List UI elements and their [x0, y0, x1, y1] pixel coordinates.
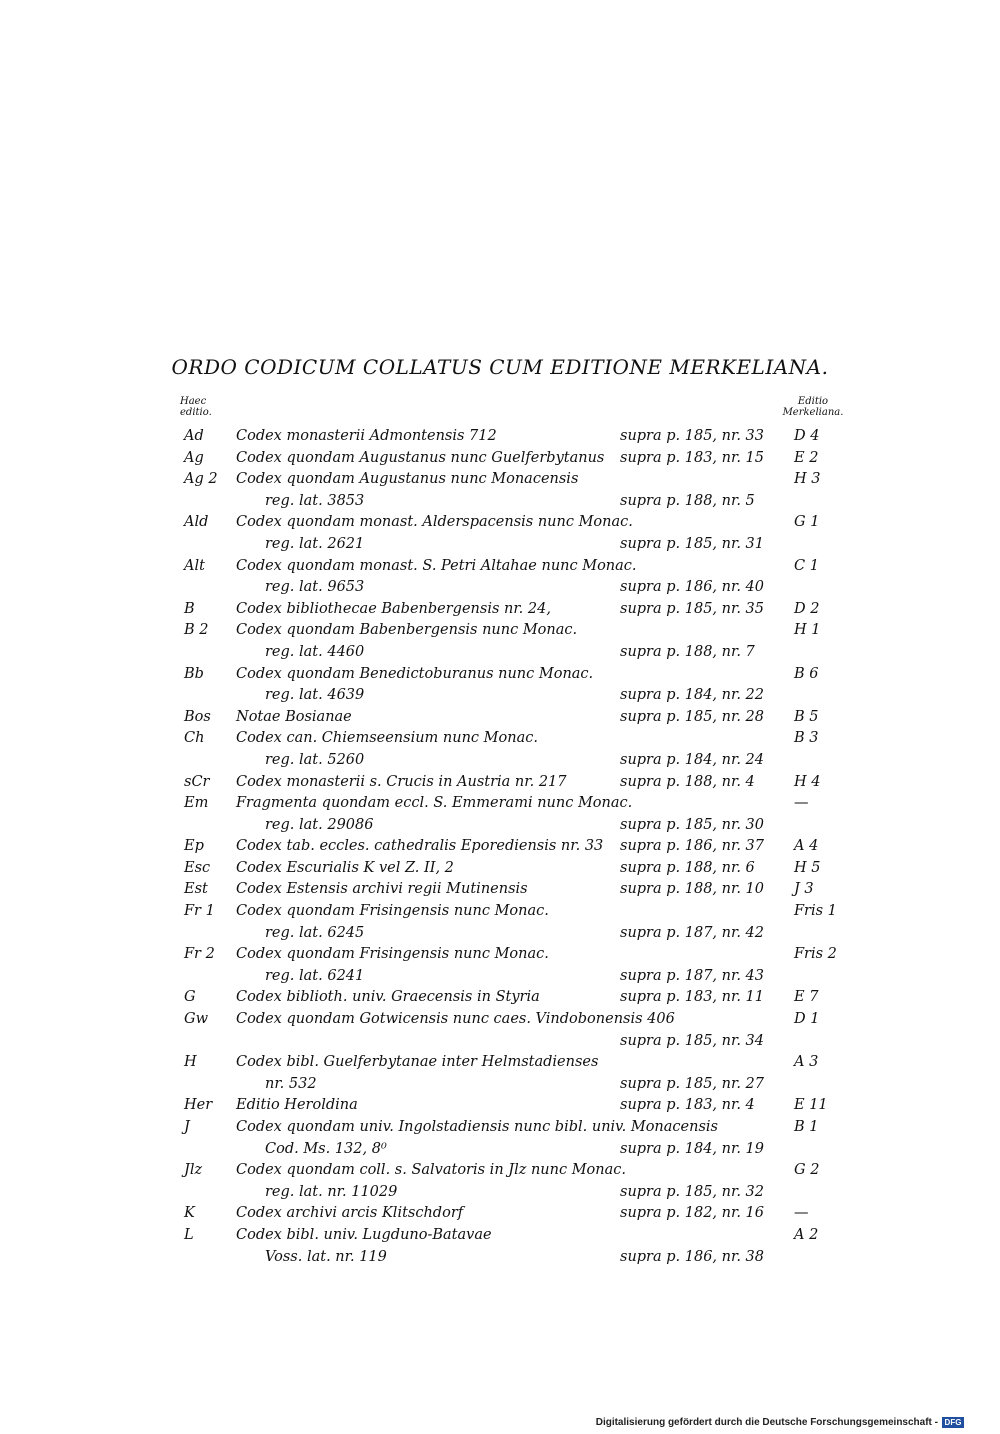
- merkel-siglum: D 2: [794, 600, 820, 617]
- table-row: [0, 1074, 1000, 1096]
- codex-description: nr. 532: [265, 1075, 317, 1092]
- codex-reference: supra p. 186, nr. 37: [620, 838, 764, 855]
- table-row: [0, 793, 1000, 815]
- merkel-siglum: C 1: [794, 557, 819, 574]
- merkel-siglum: J 3: [794, 881, 814, 898]
- codex-siglum: Ag 2: [184, 471, 218, 488]
- codex-description: Codex quondam Augustanus nunc Guelferbytanus: [236, 449, 605, 466]
- table-row: [0, 750, 1000, 772]
- table-row: [0, 1139, 1000, 1161]
- codex-reference: supra p. 185, nr. 31: [620, 535, 764, 552]
- codex-siglum: Fr 1: [184, 903, 215, 920]
- codex-siglum: Ag: [184, 449, 204, 466]
- merkel-siglum: B 1: [794, 1119, 819, 1135]
- codex-description: reg. lat. 4460: [265, 643, 365, 660]
- merkel-siglum: B 5: [794, 708, 819, 725]
- column-header-line: Merkeliana.: [782, 407, 844, 418]
- table-row: [0, 599, 1000, 621]
- merkel-siglum: Fris 1: [794, 903, 837, 920]
- merkel-siglum: B 6: [794, 665, 819, 682]
- codex-siglum: J: [184, 1119, 190, 1135]
- table-row: [0, 642, 1000, 664]
- merkel-siglum: H 3: [794, 471, 821, 488]
- column-header-editio-merkeliana: [778, 396, 848, 418]
- codex-description: reg. lat. 29086: [265, 816, 374, 833]
- table-row: [0, 901, 1000, 923]
- codex-reference: supra p. 185, nr. 33: [620, 428, 764, 444]
- footer-text: Digitalisierung gefördert durch die Deutsche Forschungsgemeinschaft -: [595, 1417, 938, 1428]
- codex-description: Editio Heroldina: [236, 1097, 358, 1114]
- codex-table: [0, 426, 1000, 1268]
- table-row: [0, 1052, 1000, 1074]
- column-header-haec-editio: [180, 396, 212, 418]
- codex-reference: supra p. 188, nr. 4: [620, 773, 755, 790]
- dfg-logo-icon: DFG: [942, 1417, 964, 1428]
- merkel-siglum: E 7: [794, 989, 819, 1006]
- codex-description: Codex biblioth. univ. Graecensis in Styria: [236, 989, 540, 1006]
- codex-siglum: Em: [184, 795, 209, 812]
- codex-description: Codex quondam Babenbergensis nunc Monac.: [236, 622, 578, 639]
- table-row: [0, 836, 1000, 858]
- codex-siglum: L: [184, 1226, 194, 1243]
- table-row: [0, 944, 1000, 966]
- table-row: [0, 1247, 1000, 1269]
- codex-description: Codex quondam Augustanus nunc Monacensis: [236, 471, 579, 488]
- codex-reference: supra p. 185, nr. 34: [620, 1032, 764, 1049]
- codex-reference: supra p. 182, nr. 16: [620, 1205, 764, 1222]
- codex-reference: supra p. 185, nr. 30: [620, 816, 764, 833]
- table-row: [0, 707, 1000, 729]
- column-header-line: Editio: [797, 396, 829, 407]
- codex-siglum: Jlz: [184, 1162, 203, 1179]
- merkel-siglum: H 5: [794, 859, 821, 876]
- codex-reference: supra p. 188, nr. 10: [620, 881, 764, 898]
- codex-reference: supra p. 188, nr. 5: [620, 492, 755, 509]
- codex-description: Voss. lat. nr. 119: [265, 1248, 387, 1265]
- codex-reference: supra p. 185, nr. 32: [620, 1183, 764, 1200]
- codex-reference: supra p. 184, nr. 24: [620, 751, 764, 768]
- column-header-line: editio.: [180, 407, 212, 418]
- codex-reference: supra p. 184, nr. 19: [620, 1140, 764, 1157]
- table-row: [0, 1095, 1000, 1117]
- table-row: [0, 966, 1000, 988]
- codex-description: Codex quondam Benedictoburanus nunc Monac.: [236, 665, 594, 682]
- merkel-siglum: —: [794, 795, 809, 812]
- codex-description: reg. lat. 4639: [265, 687, 365, 704]
- merkel-siglum: D 4: [794, 428, 820, 444]
- table-row: [0, 1203, 1000, 1225]
- table-row: [0, 858, 1000, 880]
- codex-description: reg. lat. 6245: [265, 924, 365, 941]
- merkel-siglum: D 1: [794, 1011, 820, 1028]
- table-row: [0, 534, 1000, 556]
- codex-siglum: Her: [184, 1097, 213, 1114]
- codex-description: Cod. Ms. 132, 8⁰: [265, 1140, 387, 1157]
- table-row: [0, 556, 1000, 578]
- column-header-line: Haec: [180, 396, 207, 407]
- codex-description: Codex monasterii Admontensis 712: [236, 428, 497, 444]
- codex-reference: supra p. 185, nr. 28: [620, 708, 764, 725]
- merkel-siglum: A 2: [794, 1226, 819, 1243]
- codex-description: Codex tab. eccles. cathedralis Eporediensis nr. 33: [236, 838, 604, 855]
- codex-reference: supra p. 183, nr. 11: [620, 989, 764, 1006]
- codex-description: Codex quondam coll. s. Salvatoris in Jlz nunc Monac.: [236, 1162, 626, 1179]
- merkel-siglum: E 2: [794, 449, 819, 466]
- codex-description: Codex quondam univ. Ingolstadiensis nunc bibl. univ. Monacensis: [236, 1119, 718, 1135]
- codex-reference: supra p. 188, nr. 6: [620, 859, 755, 876]
- codex-siglum: B: [184, 600, 195, 617]
- codex-description: Codex monasterii s. Crucis in Austria nr. 217: [236, 773, 567, 790]
- codex-siglum: H: [184, 1054, 197, 1071]
- codex-description: Codex can. Chiemseensium nunc Monac.: [236, 730, 538, 747]
- table-row: [0, 728, 1000, 750]
- table-row: [0, 512, 1000, 534]
- codex-reference: supra p. 185, nr. 35: [620, 600, 764, 617]
- merkel-siglum: —: [794, 1205, 809, 1222]
- codex-reference: supra p. 186, nr. 40: [620, 579, 764, 596]
- codex-reference: supra p. 187, nr. 43: [620, 967, 764, 984]
- codex-description: reg. lat. 2621: [265, 535, 365, 552]
- merkel-siglum: A 3: [794, 1054, 819, 1071]
- codex-description: Codex bibl. univ. Lugduno-Batavae: [236, 1226, 492, 1243]
- codex-description: Codex quondam monast. Alderspacensis nunc Monac.: [236, 514, 633, 531]
- table-row: [0, 815, 1000, 837]
- dfg-footer: [596, 1417, 964, 1428]
- table-row: [0, 1225, 1000, 1247]
- codex-siglum: Est: [184, 881, 208, 898]
- codex-siglum: Esc: [184, 859, 211, 876]
- codex-description: Codex archivi arcis Klitschdorf: [236, 1205, 464, 1222]
- codex-reference: supra p. 188, nr. 7: [620, 643, 755, 660]
- table-row: [0, 664, 1000, 686]
- table-row: [0, 1182, 1000, 1204]
- table-row: [0, 426, 1000, 448]
- codex-description: Codex Escurialis K vel Z. II, 2: [236, 859, 454, 876]
- codex-siglum: Ch: [184, 730, 205, 747]
- codex-description: Notae Bosianae: [236, 708, 352, 725]
- codex-description: Codex Estensis archivi regii Mutinensis: [236, 881, 528, 898]
- merkel-siglum: G 1: [794, 514, 820, 531]
- codex-description: reg. lat. 5260: [265, 751, 365, 768]
- page-title: ORDO CODICUM COLLATUS CUM EDITIONE MERKELIANA.: [171, 355, 829, 379]
- table-row: [0, 1031, 1000, 1053]
- codex-reference: supra p. 184, nr. 22: [620, 687, 764, 704]
- table-row: [0, 1117, 1000, 1139]
- table-row: [0, 685, 1000, 707]
- codex-description: Codex bibl. Guelferbytanae inter Helmstadienses: [236, 1054, 599, 1071]
- table-row: [0, 923, 1000, 945]
- codex-siglum: K: [184, 1205, 195, 1222]
- codex-reference: supra p. 183, nr. 4: [620, 1097, 755, 1114]
- codex-siglum: Bos: [184, 708, 211, 725]
- codex-description: reg. lat. 6241: [265, 967, 365, 984]
- table-row: [0, 1160, 1000, 1182]
- codex-description: reg. lat. 9653: [265, 579, 365, 596]
- merkel-siglum: G 2: [794, 1162, 820, 1179]
- table-row: [0, 448, 1000, 470]
- table-row: [0, 1009, 1000, 1031]
- merkel-siglum: A 4: [794, 838, 819, 855]
- table-row: [0, 987, 1000, 1009]
- merkel-siglum: B 3: [794, 730, 819, 747]
- codex-siglum: sCr: [184, 773, 210, 790]
- codex-description: Codex quondam Frisingensis nunc Monac.: [236, 903, 549, 920]
- codex-siglum: Alt: [184, 557, 205, 574]
- codex-reference: supra p. 185, nr. 27: [620, 1075, 764, 1092]
- codex-reference: supra p. 187, nr. 42: [620, 924, 764, 941]
- merkel-siglum: H 1: [794, 622, 821, 639]
- codex-siglum: Ad: [184, 428, 204, 444]
- merkel-siglum: H 4: [794, 773, 821, 790]
- codex-description: reg. lat. 3853: [265, 492, 365, 509]
- codex-siglum: Ald: [184, 514, 209, 531]
- codex-siglum: Fr 2: [184, 946, 215, 963]
- table-row: [0, 879, 1000, 901]
- codex-description: Codex quondam Frisingensis nunc Monac.: [236, 946, 549, 963]
- merkel-siglum: Fris 2: [794, 946, 837, 963]
- codex-description: Codex quondam monast. S. Petri Altahae nunc Monac.: [236, 557, 637, 574]
- codex-siglum: Bb: [184, 665, 204, 682]
- table-row: [0, 491, 1000, 513]
- codex-siglum: Gw: [184, 1011, 208, 1028]
- codex-siglum: G: [184, 989, 196, 1006]
- merkel-siglum: E 11: [794, 1097, 828, 1114]
- table-row: [0, 620, 1000, 642]
- table-row: [0, 469, 1000, 491]
- table-row: [0, 577, 1000, 599]
- codex-description: reg. lat. nr. 11029: [265, 1183, 398, 1200]
- codex-siglum: B 2: [184, 622, 209, 639]
- codex-siglum: Ep: [184, 838, 204, 855]
- codex-reference: supra p. 183, nr. 15: [620, 449, 764, 466]
- codex-description: Codex quondam Gotwicensis nunc caes. Vindobonensis 406: [236, 1011, 675, 1028]
- table-row: [0, 772, 1000, 794]
- codex-description: Fragmenta quondam eccl. S. Emmerami nunc Monac.: [236, 795, 633, 812]
- codex-reference: supra p. 186, nr. 38: [620, 1248, 764, 1265]
- codex-description: Codex bibliothecae Babenbergensis nr. 24,: [236, 600, 551, 617]
